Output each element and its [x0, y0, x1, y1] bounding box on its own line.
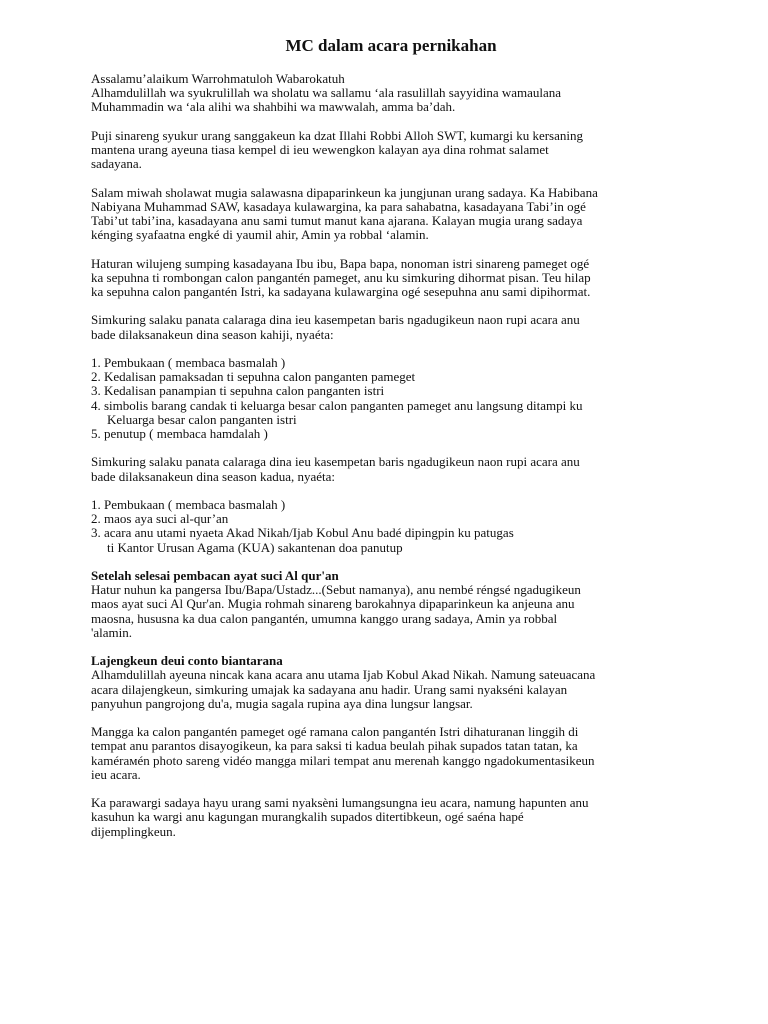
list-item-continuation: Keluarga besar calon panganten istri [107, 411, 297, 427]
paragraph [91, 455, 691, 483]
text-line: Puji sinareng syukur urang sanggakeun ka dzat Illahi Robbi Alloh SWT, kumargi ku kersaning [91, 127, 583, 143]
text-line: Salam miwah sholawat mugia salawasna dipaparinkeun ka jungjunan urang sadaya. Ka Habibana [91, 184, 598, 200]
text-line: kamérамén photo sareng vidéo mangga milari tempat anu merenah kanggo ngadokumentasikeun [91, 752, 595, 768]
text-line: Simkuring salaku panata calaraga dina ieu kasempetan baris ngadugikeun naon rupi acara anu [91, 312, 580, 328]
text-line: Simkuring salaku panata calaraga dina ieu kasempetan baris ngadugikeun naon rupi acara anu [91, 454, 580, 470]
text-line: maos ayat suci Al Qur'an. Mugia rohmah sinareng barokahnya dipaparinkeun ka anjeuna anu [91, 596, 575, 612]
text-line: Alhamdulillah wa syukrulillah wa sholatu wa sallamu ‘ala rasulillah sayyidina wamaulana [91, 85, 562, 101]
paragraph-gap [91, 242, 691, 256]
text-line: Assalamu’alaikum Warrohmatuloh Wabarokatuh [91, 71, 345, 86]
text-line: bade dilaksanakeun dina season kahiji, nyaéta: [91, 326, 334, 342]
text-line: Tabi’ut tabi’ina, kasadayana anu sami tumut manut kana ajarana. Kalayan mugia urang sadaya [91, 213, 583, 228]
paragraph-gap [91, 711, 691, 725]
text-line: ka sepuhna calon pangantén Istri, ka sadayana kulawargina ogé sesepuhna anu sami dipihormat. [91, 284, 591, 299]
page-title: MC dalam acara pernikahan [285, 36, 497, 55]
text-line: kasuhun ka wargi anu kagungan murangkalih supados ditertibkeun, ogé saéna hapé [91, 809, 524, 825]
paragraph [91, 569, 691, 640]
paragraph-gap [91, 342, 691, 356]
document-page [91, 34, 691, 839]
paragraph-gap [91, 555, 691, 569]
paragraph-gap [91, 640, 691, 654]
section-heading: Lajengkeun deui conto biantarana [91, 653, 283, 669]
paragraph-gap [91, 299, 691, 313]
paragraph [91, 725, 691, 782]
text-line: Muhammadin wa ‘ala alihi wa shahbihi wa mawwalah, amma ba’dah. [91, 99, 456, 115]
text-line: Nabiyana Muhammad SAW, kasadaya kulawargina, ka para sahabatna, kasadayana Tabi’in ogé [91, 198, 586, 214]
text-line: ka sepuhna ti rombongan calon pangantén pameget, anu ku simkuring dihormat pisan. Teu hilap [91, 269, 591, 285]
list-item: 4. simbolis barang candak ti keluarga besar calon panganten pameget anu langsung ditampi ku [91, 397, 583, 413]
text-line: sadayana. [91, 156, 142, 172]
paragraph [91, 129, 691, 172]
list-item: 5. penutup ( membaca hamdalah ) [91, 426, 268, 441]
paragraph [91, 72, 691, 115]
list-item: 2. maos aya suci al-qur’an [91, 511, 229, 527]
paragraph [91, 186, 691, 243]
text-line: 'alamin. [91, 624, 132, 640]
list-item-continuation: ti Kantor Urusan Agama (KUA) sakantenan doa panutup [107, 539, 403, 555]
text-line: panyuhun pangrojong du'a, mugia sagala rupina aya dina lungsur langsar. [91, 695, 473, 711]
text-line: bade dilaksanakeun dina season kadua, nyaéta: [91, 468, 336, 484]
paragraph [91, 796, 691, 839]
paragraph-gap [91, 441, 691, 455]
list-item: 3. Kedalisan panampian ti sepuhna calon panganten istri [91, 383, 385, 399]
paragraph [91, 313, 691, 341]
paragraph-gap [91, 115, 691, 129]
text-line: Haturan wilujeng sumping kasadayana Ibu ibu, Bapa bapa, nonoman istri sinareng pameget ogé [91, 255, 590, 271]
text-line: mantena urang ayeuna tiasa kempel di ieu wewengkon kalayan aya dina rohmat salamet [91, 142, 549, 157]
text-line: Ka parawargi sadaya hayu urang sami nyaksèni lumangsungna ieu acara, namung hapunten anu [91, 795, 589, 811]
text-line: Hatur nuhun ka pangersa Ibu/Bapa/Ustadz...(Sebut namanya), anu nembé réngsé ngadugikeun [91, 582, 581, 598]
section-heading: Setelah selesai pembacan ayat suci Al qur'an [91, 567, 339, 583]
numbered-list [91, 356, 691, 441]
paragraph-gap [91, 171, 691, 185]
text-line: tempat anu parantos disayogikeun, ka para saksi ti kadua beulah pihak supados tatan tatan, ka [91, 738, 578, 754]
list-item: 1. Pembukaan ( membaca basmalah ) [91, 496, 286, 512]
text-line: kénging syafaatna engké di yaumil ahir, Amin ya robbal ‘alamin. [91, 227, 429, 243]
text-line: ieu acara. [91, 766, 141, 782]
paragraph [91, 654, 691, 711]
paragraph-gap [91, 782, 691, 796]
text-line: Mangga ka calon pangantén pameget ogé ramana calon pangantén Istri dihaturanan linggih di [91, 724, 579, 740]
numbered-list [91, 498, 691, 555]
text-line: maosna, hususna ka dua calon pangantén, umumna kanggo urang sadaya, Amin ya robbal [91, 610, 558, 626]
text-line: acara dilajengkeun, simkuring umajak ka sadayana anu hadir. Urang sami nyakséni kalayan [91, 681, 568, 697]
list-item: 1. Pembukaan ( membaca basmalah ) [91, 354, 286, 370]
list-item: 2. Kedalisan pamaksadan ti sepuhna calon panganten pameget [91, 369, 416, 385]
text-line: Alhamdulillah ayeuna nincak kana acara anu utama Ijab Kobul Akad Nikah. Namung sateuacana [91, 667, 596, 683]
text-line: dijemplingkeun. [91, 823, 176, 839]
document-body [91, 72, 691, 839]
paragraph-gap [91, 484, 691, 498]
paragraph [91, 257, 691, 300]
list-item: 3. acara anu utami nyaeta Akad Nikah/Ijab Kobul Anu badé dipingpin ku patugas [91, 525, 514, 541]
